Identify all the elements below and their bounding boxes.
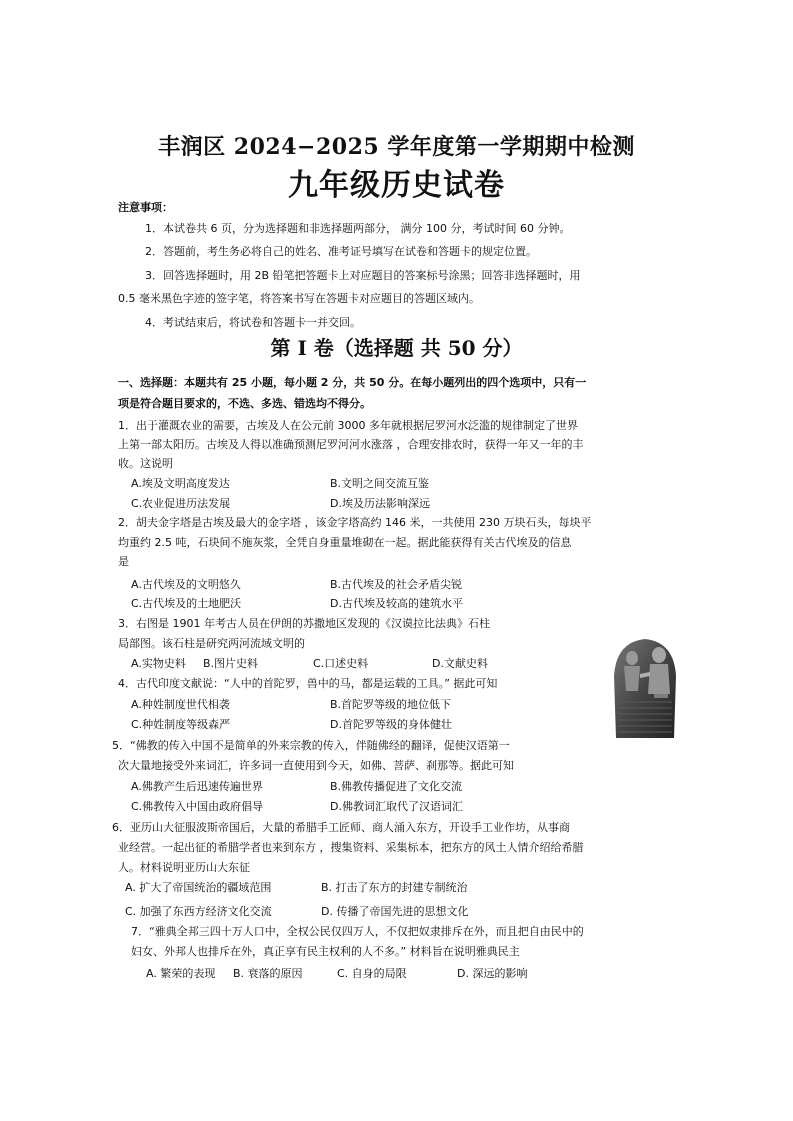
question-3-text: 局部图。该石柱是研究两河流域文明的 — [118, 637, 305, 650]
note-item: 1．本试卷共 6 页，分为选择题和非选择题两部分， 满分 100 分，考试时间 60 分钟。 — [145, 222, 571, 235]
question-7-option-b[interactable]: B. 衰落的原因 — [233, 967, 303, 980]
note-item: 0.5 毫米黑色字迹的签字笔，将答案书写在答题卡对应题目的答题区域内。 — [118, 292, 480, 305]
section-intro: 项是符合题目要求的，不选、多选、错选均不得分。 — [118, 397, 371, 410]
notes-heading: 注意事项： — [118, 201, 173, 214]
question-2-option-a[interactable]: A.古代埃及的文明悠久 — [131, 578, 241, 591]
question-1-text: 收。这说明 — [118, 457, 173, 470]
section-title: 第 I 卷（选择题 共 50 分） — [270, 336, 523, 360]
question-4-option-d[interactable]: D.首陀罗等级的身体健壮 — [330, 718, 452, 731]
question-7-text: 7．“雅典全邦三四十万人口中，全权公民仅四万人，不仅把奴隶排斥在外，而且把自由民中的 — [131, 925, 584, 938]
exam-subtitle: 九年级历史试卷 — [288, 168, 505, 203]
hammurabi-stele-image — [610, 636, 680, 738]
question-1-option-c[interactable]: C.农业促进历法发展 — [131, 497, 231, 510]
question-2-option-b[interactable]: B.古代埃及的社会矛盾尖锐 — [330, 578, 463, 591]
question-1-option-b[interactable]: B.文明之间交流互鉴 — [330, 477, 430, 490]
question-1-text: 1．出于灌溉农业的需要，古埃及人在公元前 3000 多年就根据尼罗河水泛滥的规律制定了世界 — [118, 419, 578, 432]
question-4-option-a[interactable]: A.种姓制度世代相袭 — [131, 698, 230, 711]
question-1-option-d[interactable]: D.埃及历法影响深远 — [330, 497, 430, 510]
question-1-option-a[interactable]: A.埃及文明高度发达 — [131, 477, 230, 490]
question-4-text: 4．古代印度文献说：“人中的首陀罗，兽中的马，都是运载的工具。” 据此可知 — [118, 677, 498, 690]
question-2-text: 2．胡夫金字塔是古埃及最大的金字塔 ，该金字塔高约 146 米，一共使用 230 万块石头，每块平 — [118, 516, 592, 529]
question-3-option-a[interactable]: A.实物史料 — [131, 657, 186, 670]
note-item: 2．答题前，考生务必将自己的姓名、准考证号填写在试卷和答题卡的规定位置。 — [145, 245, 537, 258]
question-5-option-b[interactable]: B.佛教传播促进了文化交流 — [330, 780, 463, 793]
question-1-text: 上第一部太阳历。古埃及人得以准确预测尼罗河河水涨落 ，合理安排农时，获得一年又一年的丰 — [118, 438, 584, 451]
question-5-text: 5．“佛教的传入中国不是简单的外来宗教的传入，伴随佛经的翻译，促使汉语第一 — [112, 739, 510, 752]
question-7-option-c[interactable]: C. 自身的局限 — [337, 967, 407, 980]
question-3-text: 3．右图是 1901 年考古人员在伊朗的苏撒地区发现的《汉谟拉比法典》石柱 — [118, 617, 490, 630]
question-6-option-c[interactable]: C. 加强了东西方经济文化交流 — [125, 905, 272, 918]
question-5-option-d[interactable]: D.佛教词汇取代了汉语词汇 — [330, 800, 463, 813]
section-intro: 一、选择题：本题共有 25 小题，每小题 2 分，共 50 分。在每小题列出的四个选项中，只有一 — [118, 376, 587, 389]
question-6-option-a[interactable]: A. 扩大了帝国统治的疆域范围 — [125, 881, 272, 894]
question-5-text: 次大量地接受外来词汇，许多词一直使用到今天，如佛、菩萨、刹那等。据此可知 — [118, 759, 514, 772]
question-6-text: 人。材料说明亚历山大东征 — [118, 861, 250, 874]
question-6-option-d[interactable]: D. 传播了帝国先进的思想文化 — [321, 905, 469, 918]
question-2-text: 均重约 2.5 吨，石块间不施灰浆，全凭自身重量堆砌在一起。据此能获得有关古代埃及的信息 — [118, 536, 572, 549]
question-6-option-b[interactable]: B. 打击了东方的封建专制统治 — [321, 881, 468, 894]
question-2-option-c[interactable]: C.古代埃及的土地肥沃 — [131, 597, 242, 610]
question-2-text: 是 — [118, 555, 129, 568]
question-6-text: 业经营。一起出征的希腊学者也来到东方 ，搜集资料、采集标本，把东方的风土人情介绍给希腊 — [118, 841, 584, 854]
question-5-option-a[interactable]: A.佛教产生后迅速传遍世界 — [131, 780, 263, 793]
question-3-option-d[interactable]: D.文献史料 — [432, 657, 488, 670]
note-item: 3．回答选择题时，用 2B 铅笔把答题卡上对应题目的答案标号涂黑；回答非选择题时，用 — [145, 269, 581, 282]
question-7-option-d[interactable]: D. 深远的影响 — [457, 967, 528, 980]
question-2-option-d[interactable]: D.古代埃及较高的建筑水平 — [330, 597, 463, 610]
note-item: 4．考试结束后，将试卷和答题卡一并交回。 — [145, 316, 361, 329]
question-6-text: 6．亚历山大征服波斯帝国后，大量的希腊手工匠师、商人涌入东方，开设手工业作坊，从事商 — [112, 821, 570, 834]
question-5-option-c[interactable]: C.佛教传入中国由政府倡导 — [131, 800, 264, 813]
question-7-option-a[interactable]: A. 繁荣的表现 — [146, 967, 216, 980]
question-3-option-c[interactable]: C.口述史料 — [313, 657, 369, 670]
question-7-text: 妇女、外邦人也排斥在外，真正享有民主权利的人不多。” 材料旨在说明雅典民主 — [131, 945, 520, 958]
exam-title: 丰润区 2024−2025 学年度第一学期期中检测 — [158, 134, 635, 160]
question-4-option-c[interactable]: C.种姓制度等级森严 — [131, 718, 231, 731]
question-3-option-b[interactable]: B.图片史料 — [203, 657, 259, 670]
question-4-option-b[interactable]: B.首陀罗等级的地位低下 — [330, 698, 452, 711]
